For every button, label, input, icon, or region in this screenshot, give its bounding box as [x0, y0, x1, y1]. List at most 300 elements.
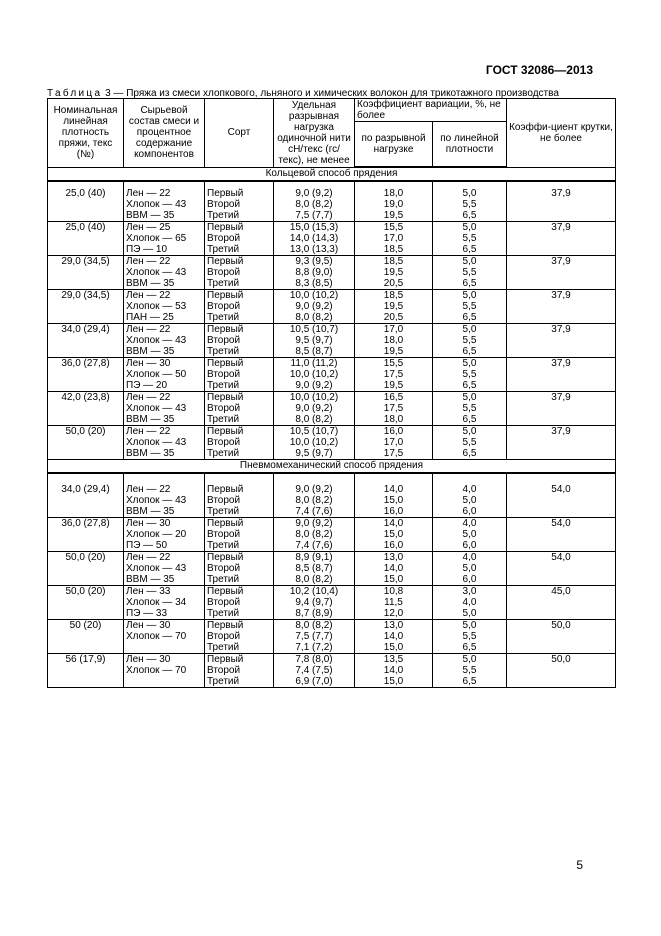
load-value: 8,8 (9,0) [295, 267, 333, 278]
load-cell [274, 586, 355, 620]
load-value: 10,0 (10,2) [289, 369, 339, 380]
load-value: 10,0 (10,2) [289, 437, 339, 448]
twist-cell [507, 518, 616, 552]
density-cell [48, 620, 124, 654]
grade-value: Второй [207, 199, 241, 210]
density-cell [48, 222, 124, 256]
load-value: 8,0 (8,2) [295, 495, 333, 506]
header-load: Удельная разрывная нагрузка одиночной нити сН/текс (гс/текс), не менее [274, 99, 355, 168]
table-row [48, 518, 616, 552]
var-break-value: 11,5 [384, 597, 403, 608]
section-title: Пневмомеханический способ прядения [48, 460, 616, 474]
composition-value: Хлопок — 43 [126, 335, 187, 346]
var-density-value: 5,0 [462, 256, 477, 267]
load-value: 9,5 (9,7) [295, 335, 333, 346]
grade-value: Первый [207, 358, 244, 369]
var-density-value: 6,0 [462, 540, 477, 551]
var-break-value: 18,5 [383, 290, 404, 301]
grade-value: Второй [207, 233, 241, 244]
header-density: Номинальная линейная плотность пряжи, текс (№) [48, 99, 124, 168]
grade-value: Первый [207, 222, 244, 233]
header-var-density: по линейной плотности [433, 122, 507, 168]
grade-cell [205, 620, 274, 654]
grade-cell [205, 324, 274, 358]
grade-cell [205, 181, 274, 222]
density-cell [48, 181, 124, 222]
twist-value: 37,9 [551, 358, 571, 369]
grade-value: Третий [207, 676, 240, 687]
var-break-value: 19,0 [383, 199, 404, 210]
load-cell [274, 324, 355, 358]
grade-value: Второй [207, 529, 241, 540]
grade-value: Второй [207, 369, 241, 380]
table-row [48, 324, 616, 358]
composition-value: Хлопок — 43 [126, 199, 187, 210]
var-density-value: 5,0 [462, 426, 477, 437]
density-value: 34,0 (29,4) [61, 324, 110, 335]
density-value: 34,0 (29,4) [61, 484, 110, 495]
var-density-value: 5,5 [462, 437, 477, 448]
var-density-value: 4,0 [462, 552, 477, 563]
grade-value: Второй [207, 665, 241, 676]
composition-cell [124, 620, 205, 654]
twist-value: 37,9 [551, 392, 571, 403]
density-value: 25,0 (40) [65, 222, 106, 233]
grade-value: Второй [207, 597, 241, 608]
var-density-cell [433, 222, 507, 256]
composition-cell [124, 290, 205, 324]
composition-value: Лен — 30 [126, 620, 171, 631]
var-break-value: 16,0 [383, 426, 404, 437]
composition-cell [124, 518, 205, 552]
grade-value: Третий [207, 346, 240, 357]
var-break-value: 20,5 [383, 312, 404, 323]
var-density-value: 5,5 [462, 369, 477, 380]
grade-value: Второй [207, 335, 241, 346]
var-density-value: 5,0 [462, 290, 477, 301]
load-value: 13,0 (13,3) [289, 244, 339, 255]
table-row [48, 222, 616, 256]
grade-value: Второй [207, 301, 241, 312]
grade-cell [205, 256, 274, 290]
grade-value: Третий [207, 380, 240, 391]
twist-value: 37,9 [551, 222, 571, 233]
var-density-value: 5,5 [462, 267, 477, 278]
density-cell [48, 426, 124, 460]
density-value: 29,0 (34,5) [61, 290, 110, 301]
var-density-cell [433, 473, 507, 518]
var-break-value: 14,0 [383, 665, 404, 676]
grade-value: Третий [207, 608, 240, 619]
grade-value: Третий [207, 312, 240, 323]
load-value: 10,0 (10,2) [289, 392, 339, 403]
page-number: 5 [576, 858, 583, 872]
load-cell [274, 654, 355, 688]
grade-cell [205, 654, 274, 688]
load-value: 8,0 (8,2) [295, 199, 333, 210]
composition-cell [124, 222, 205, 256]
composition-value: ВВМ — 35 [126, 210, 175, 221]
var-break-cell [355, 358, 433, 392]
var-density-value: 3,0 [462, 586, 477, 597]
var-break-value: 14,0 [383, 484, 404, 495]
grade-value: Первый [207, 324, 244, 335]
composition-value: Лен — 25 [126, 222, 171, 233]
grade-value: Второй [207, 631, 241, 642]
density-cell [48, 586, 124, 620]
twist-value: 37,9 [551, 256, 571, 267]
twist-value: 50,0 [551, 654, 571, 665]
var-break-cell [355, 586, 433, 620]
var-density-cell [433, 324, 507, 358]
density-cell [48, 290, 124, 324]
load-value: 11,0 (11,2) [290, 358, 338, 369]
var-density-value: 5,0 [462, 654, 477, 665]
load-value: 7,1 (7,2) [295, 642, 333, 653]
section-header-row [48, 167, 616, 181]
var-density-value: 5,0 [462, 608, 477, 619]
var-break-value: 18,5 [383, 256, 404, 267]
var-density-value: 5,5 [462, 199, 477, 210]
grade-value: Второй [207, 267, 241, 278]
composition-value: Лен — 22 [126, 426, 171, 437]
load-value: 9,3 (9,5) [295, 256, 333, 267]
composition-value: Лен — 22 [126, 324, 171, 335]
composition-value: Хлопок — 70 [126, 665, 187, 676]
load-value: 7,4 (7,5) [295, 665, 333, 676]
grade-cell [205, 358, 274, 392]
grade-value: Первый [207, 654, 244, 665]
composition-value: Хлопок — 43 [126, 495, 187, 506]
var-density-value: 5,5 [462, 403, 477, 414]
density-cell [48, 392, 124, 426]
composition-cell [124, 358, 205, 392]
grade-value: Первый [207, 586, 244, 597]
composition-value: ВВМ — 35 [126, 506, 175, 517]
var-break-value: 14,0 [383, 563, 404, 574]
composition-value: Лен — 22 [126, 484, 171, 495]
table-row [48, 552, 616, 586]
var-density-cell [433, 586, 507, 620]
var-break-value: 19,5 [383, 346, 404, 357]
density-value: 42,0 (23,8) [61, 392, 110, 403]
var-density-value: 6,5 [462, 642, 477, 653]
var-break-cell [355, 324, 433, 358]
table-row [48, 256, 616, 290]
table-row [48, 586, 616, 620]
twist-cell [507, 426, 616, 460]
load-cell [274, 552, 355, 586]
twist-cell [507, 620, 616, 654]
load-cell [274, 290, 355, 324]
twist-cell [507, 324, 616, 358]
composition-value: ВВМ — 35 [126, 278, 175, 289]
density-value: 50,0 (20) [65, 586, 106, 597]
var-break-value: 19,5 [383, 210, 404, 221]
twist-value: 37,9 [551, 324, 571, 335]
var-density-value: 6,5 [462, 676, 477, 687]
grade-value: Первый [207, 256, 244, 267]
load-value: 7,5 (7,7) [295, 210, 333, 221]
grade-value: Первый [207, 426, 244, 437]
grade-cell [205, 426, 274, 460]
load-value: 8,0 (8,2) [295, 312, 333, 323]
composition-value: ПЭ — 33 [126, 608, 168, 619]
var-density-value: 6,5 [462, 448, 477, 459]
var-density-cell [433, 256, 507, 290]
var-density-cell [433, 654, 507, 688]
composition-value: ПЭ — 10 [126, 244, 168, 255]
var-break-value: 17,0 [383, 233, 404, 244]
load-cell [274, 222, 355, 256]
twist-cell [507, 552, 616, 586]
grade-value: Первый [207, 392, 244, 403]
composition-cell [124, 392, 205, 426]
load-value: 9,0 (9,2) [295, 301, 333, 312]
grade-value: Третий [207, 642, 240, 653]
twist-cell [507, 222, 616, 256]
composition-cell [124, 654, 205, 688]
var-break-value: 15,0 [383, 642, 404, 653]
var-density-value: 5,5 [462, 301, 477, 312]
var-density-value: 6,5 [462, 244, 477, 255]
grade-value: Первый [207, 552, 244, 563]
load-cell [274, 358, 355, 392]
twist-cell [507, 586, 616, 620]
composition-value: Хлопок — 20 [126, 529, 187, 540]
var-break-cell [355, 654, 433, 688]
load-value: 8,3 (8,5) [295, 278, 333, 289]
var-break-cell [355, 222, 433, 256]
load-cell [274, 256, 355, 290]
var-density-value: 4,0 [462, 484, 477, 495]
var-break-value: 16,0 [383, 540, 404, 551]
var-break-value: 18,0 [383, 335, 404, 346]
twist-value: 37,9 [551, 426, 571, 437]
twist-cell [507, 654, 616, 688]
table-row [48, 358, 616, 392]
load-value: 8,0 (8,2) [295, 574, 333, 585]
grade-value: Второй [207, 403, 241, 414]
var-break-value: 17,5 [383, 369, 404, 380]
composition-value: Лен — 33 [126, 586, 171, 597]
var-density-cell [433, 552, 507, 586]
table-row [48, 181, 616, 222]
load-value: 14,0 (14,3) [289, 233, 339, 244]
composition-cell [124, 473, 205, 518]
var-break-value: 17,0 [383, 324, 404, 335]
composition-cell [124, 586, 205, 620]
var-density-cell [433, 181, 507, 222]
density-value: 36,0 (27,8) [61, 358, 110, 369]
var-density-value: 6,5 [462, 278, 477, 289]
table-row [48, 473, 616, 518]
header-twist: Коэффи-циент крутки, не более [507, 99, 616, 168]
grade-value: Третий [207, 574, 240, 585]
table-row [48, 392, 616, 426]
composition-cell [124, 426, 205, 460]
section-header-row [48, 460, 616, 474]
density-value: 25,0 (40) [65, 188, 106, 199]
var-density-cell [433, 426, 507, 460]
load-value: 15,0 (15,3) [289, 222, 339, 233]
grade-value: Второй [207, 495, 241, 506]
var-density-value: 5,5 [462, 335, 477, 346]
var-break-value: 15,0 [383, 574, 404, 585]
density-cell [48, 324, 124, 358]
standard-number: ГОСТ 32086—2013 [485, 63, 593, 77]
header-grade: Сорт [205, 99, 274, 168]
var-break-value: 13,0 [383, 552, 404, 563]
var-break-value: 19,5 [383, 301, 404, 312]
load-value: 10,5 (10,7) [289, 426, 339, 437]
composition-value: Хлопок — 43 [126, 563, 187, 574]
grade-cell [205, 586, 274, 620]
composition-cell [124, 552, 205, 586]
composition-value: Лен — 30 [126, 518, 171, 529]
var-break-value: 12,0 [383, 608, 404, 619]
grade-value: Третий [207, 278, 240, 289]
var-break-cell [355, 620, 433, 654]
var-density-value: 4,0 [462, 518, 477, 529]
grade-value: Первый [207, 290, 244, 301]
composition-value: Лен — 30 [126, 358, 171, 369]
var-break-value: 10,8 [383, 586, 404, 597]
twist-cell [507, 358, 616, 392]
composition-value: Лен — 22 [126, 256, 171, 267]
var-density-value: 5,5 [462, 233, 477, 244]
table-caption-word: Таблица [47, 88, 103, 99]
composition-value: ВВМ — 35 [126, 448, 175, 459]
composition-cell [124, 324, 205, 358]
var-break-value: 15,5 [383, 358, 404, 369]
load-value: 10,5 (10,7) [289, 324, 339, 335]
load-value: 10,0 (10,2) [289, 290, 339, 301]
composition-value: ПЭ — 50 [126, 540, 168, 551]
composition-value: Хлопок — 34 [126, 597, 187, 608]
var-break-value: 16,5 [383, 392, 404, 403]
twist-cell [507, 473, 616, 518]
var-density-value: 6,5 [462, 414, 477, 425]
twist-value: 37,9 [551, 188, 571, 199]
header-variation: Коэффициент вариации, %, не более [355, 99, 507, 122]
twist-value: 54,0 [551, 484, 571, 495]
load-cell [274, 473, 355, 518]
var-break-value: 19,5 [383, 267, 404, 278]
var-density-value: 6,5 [462, 380, 477, 391]
var-break-cell [355, 473, 433, 518]
composition-cell [124, 181, 205, 222]
var-break-cell [355, 392, 433, 426]
var-break-cell [355, 426, 433, 460]
grade-value: Первый [207, 518, 244, 529]
load-value: 9,0 (9,2) [295, 380, 333, 391]
grade-value: Третий [207, 244, 240, 255]
grade-cell [205, 552, 274, 586]
composition-value: Хлопок — 43 [126, 403, 187, 414]
twist-value: 54,0 [551, 518, 571, 529]
load-cell [274, 181, 355, 222]
grade-value: Третий [207, 506, 240, 517]
density-value: 50 (20) [69, 620, 102, 631]
twist-value: 50,0 [551, 620, 571, 631]
grade-cell [205, 392, 274, 426]
twist-value: 45,0 [551, 586, 571, 597]
load-value: 9,5 (9,7) [295, 448, 333, 459]
density-value: 29,0 (34,5) [61, 256, 110, 267]
var-density-value: 5,0 [462, 358, 477, 369]
grade-value: Третий [207, 540, 240, 551]
load-value: 9,0 (9,2) [295, 518, 333, 529]
density-cell [48, 256, 124, 290]
twist-value: 37,9 [551, 290, 571, 301]
load-value: 8,5 (8,7) [295, 346, 333, 357]
table-row [48, 426, 616, 460]
var-break-value: 15,0 [383, 529, 404, 540]
composition-value: ВВМ — 35 [126, 414, 175, 425]
load-value: 6,9 (7,0) [295, 676, 333, 687]
load-cell [274, 518, 355, 552]
composition-cell [124, 256, 205, 290]
table-row [48, 620, 616, 654]
density-cell [48, 358, 124, 392]
var-break-value: 18,5 [383, 244, 404, 255]
var-density-value: 5,0 [462, 620, 477, 631]
composition-value: Хлопок — 50 [126, 369, 187, 380]
var-break-value: 18,0 [383, 188, 404, 199]
yarn-properties-table [47, 98, 616, 688]
composition-value: Лен — 22 [126, 552, 171, 563]
var-break-value: 15,5 [383, 222, 404, 233]
var-break-value: 18,0 [383, 414, 404, 425]
grade-value: Первый [207, 620, 244, 631]
composition-value: Хлопок — 43 [126, 267, 187, 278]
var-break-value: 16,0 [383, 506, 404, 517]
header-composition: Сырьевой состав смеси и процентное содержание компонентов [124, 99, 205, 168]
header-var-break: по разрывной нагрузке [355, 122, 433, 168]
composition-value: Лен — 30 [126, 654, 171, 665]
var-density-value: 5,5 [462, 665, 477, 676]
grade-value: Третий [207, 448, 240, 459]
var-density-cell [433, 358, 507, 392]
composition-value: Лен — 22 [126, 188, 171, 199]
composition-value: Лен — 22 [126, 290, 171, 301]
grade-cell [205, 222, 274, 256]
density-cell [48, 473, 124, 518]
var-density-value: 5,0 [462, 529, 477, 540]
var-density-value: 5,0 [462, 495, 477, 506]
twist-value: 54,0 [551, 552, 571, 563]
var-density-value: 5,0 [462, 222, 477, 233]
density-value: 50,0 (20) [65, 426, 106, 437]
grade-value: Третий [207, 210, 240, 221]
var-density-cell [433, 620, 507, 654]
var-break-cell [355, 181, 433, 222]
var-density-value: 6,0 [462, 574, 477, 585]
var-break-value: 17,0 [383, 437, 404, 448]
load-value: 9,4 (9,7) [295, 597, 333, 608]
var-break-cell [355, 256, 433, 290]
load-value: 8,0 (8,2) [295, 529, 333, 540]
var-density-value: 6,5 [462, 210, 477, 221]
composition-value: ВВМ — 35 [126, 346, 175, 357]
var-break-value: 19,5 [383, 380, 404, 391]
var-density-value: 5,5 [462, 631, 477, 642]
var-break-value: 20,5 [383, 278, 404, 289]
load-value: 7,5 (7,7) [295, 631, 333, 642]
var-density-value: 6,5 [462, 312, 477, 323]
load-value: 9,0 (9,2) [295, 403, 333, 414]
